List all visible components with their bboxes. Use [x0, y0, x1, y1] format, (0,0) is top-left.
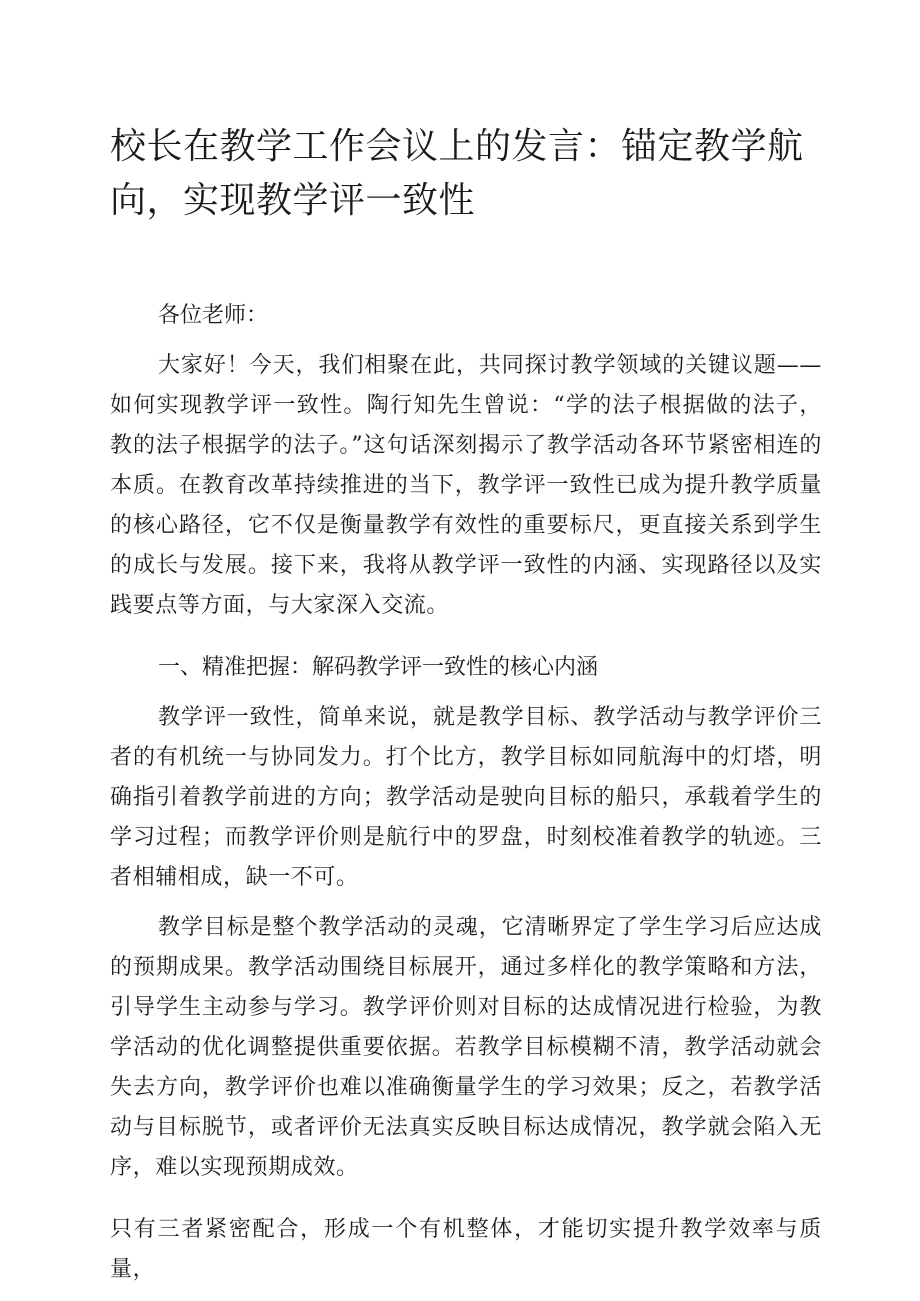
document-page [110, 120, 822, 1290]
section-paragraph-3: 只有三者紧密配合，形成一个有机整体，才能切实提升教学效率与质量， [110, 1217, 822, 1282]
section-heading: 一、精准把握：解码教学评一致性的核心内涵 [158, 655, 599, 680]
section-paragraph-1: 教学评一致性，简单来说，就是教学目标、教学活动与教学评价三者的有机统一与协同发力。打个比方，教学目标如同航海中的灯塔，明确指引着教学前进的方向；教学活动是驶向目标的船只，承载着学生的学习过程；而教学评价则是航行中的罗盘，时刻校准着教学的轨迹。三者相辅相成，缺一不可。 [110, 705, 822, 890]
intro-paragraph: 大家好！今天，我们相聚在此，共同探讨教学领域的关键议题——如何实现教学评一致性。陶行知先生曾说：“学的法子根据做的法子，教的法子根据学的法子。”这句话深刻揭示了教学活动各环节紧密相连的本质。在教育改革持续推进的当下，教学评一致性已成为提升教学质量的核心路径，它不仅是衡量教学有效性的重要标尺，更直接关系到学生的成长与发展。接下来，我将从教学评一致性的内涵、实现路径以及实践要点等方面，与大家深入交流。 [110, 353, 822, 618]
salutation: 各位老师： [158, 303, 269, 328]
section-paragraph-2: 教学目标是整个教学活动的灵魂，它清晰界定了学生学习后应达成的预期成果。教学活动围绕目标展开，通过多样化的教学策略和方法，引导学生主动参与学习。教学评价则对目标的达成情况进行检验，为教学活动的优化调整提供重要依据。若教学目标模糊不清，教学活动就会失去方向，教学评价也难以准确衡量学生的学习效果；反之，若教学活动与目标脱节，或者评价无法真实反映目标达成情况，教学就会陷入无序，难以实现预期成效。 [110, 915, 822, 1180]
document-title: 校长在教学工作会议上的发言：锚定教学航向，实现教学评一致性 [110, 126, 804, 221]
